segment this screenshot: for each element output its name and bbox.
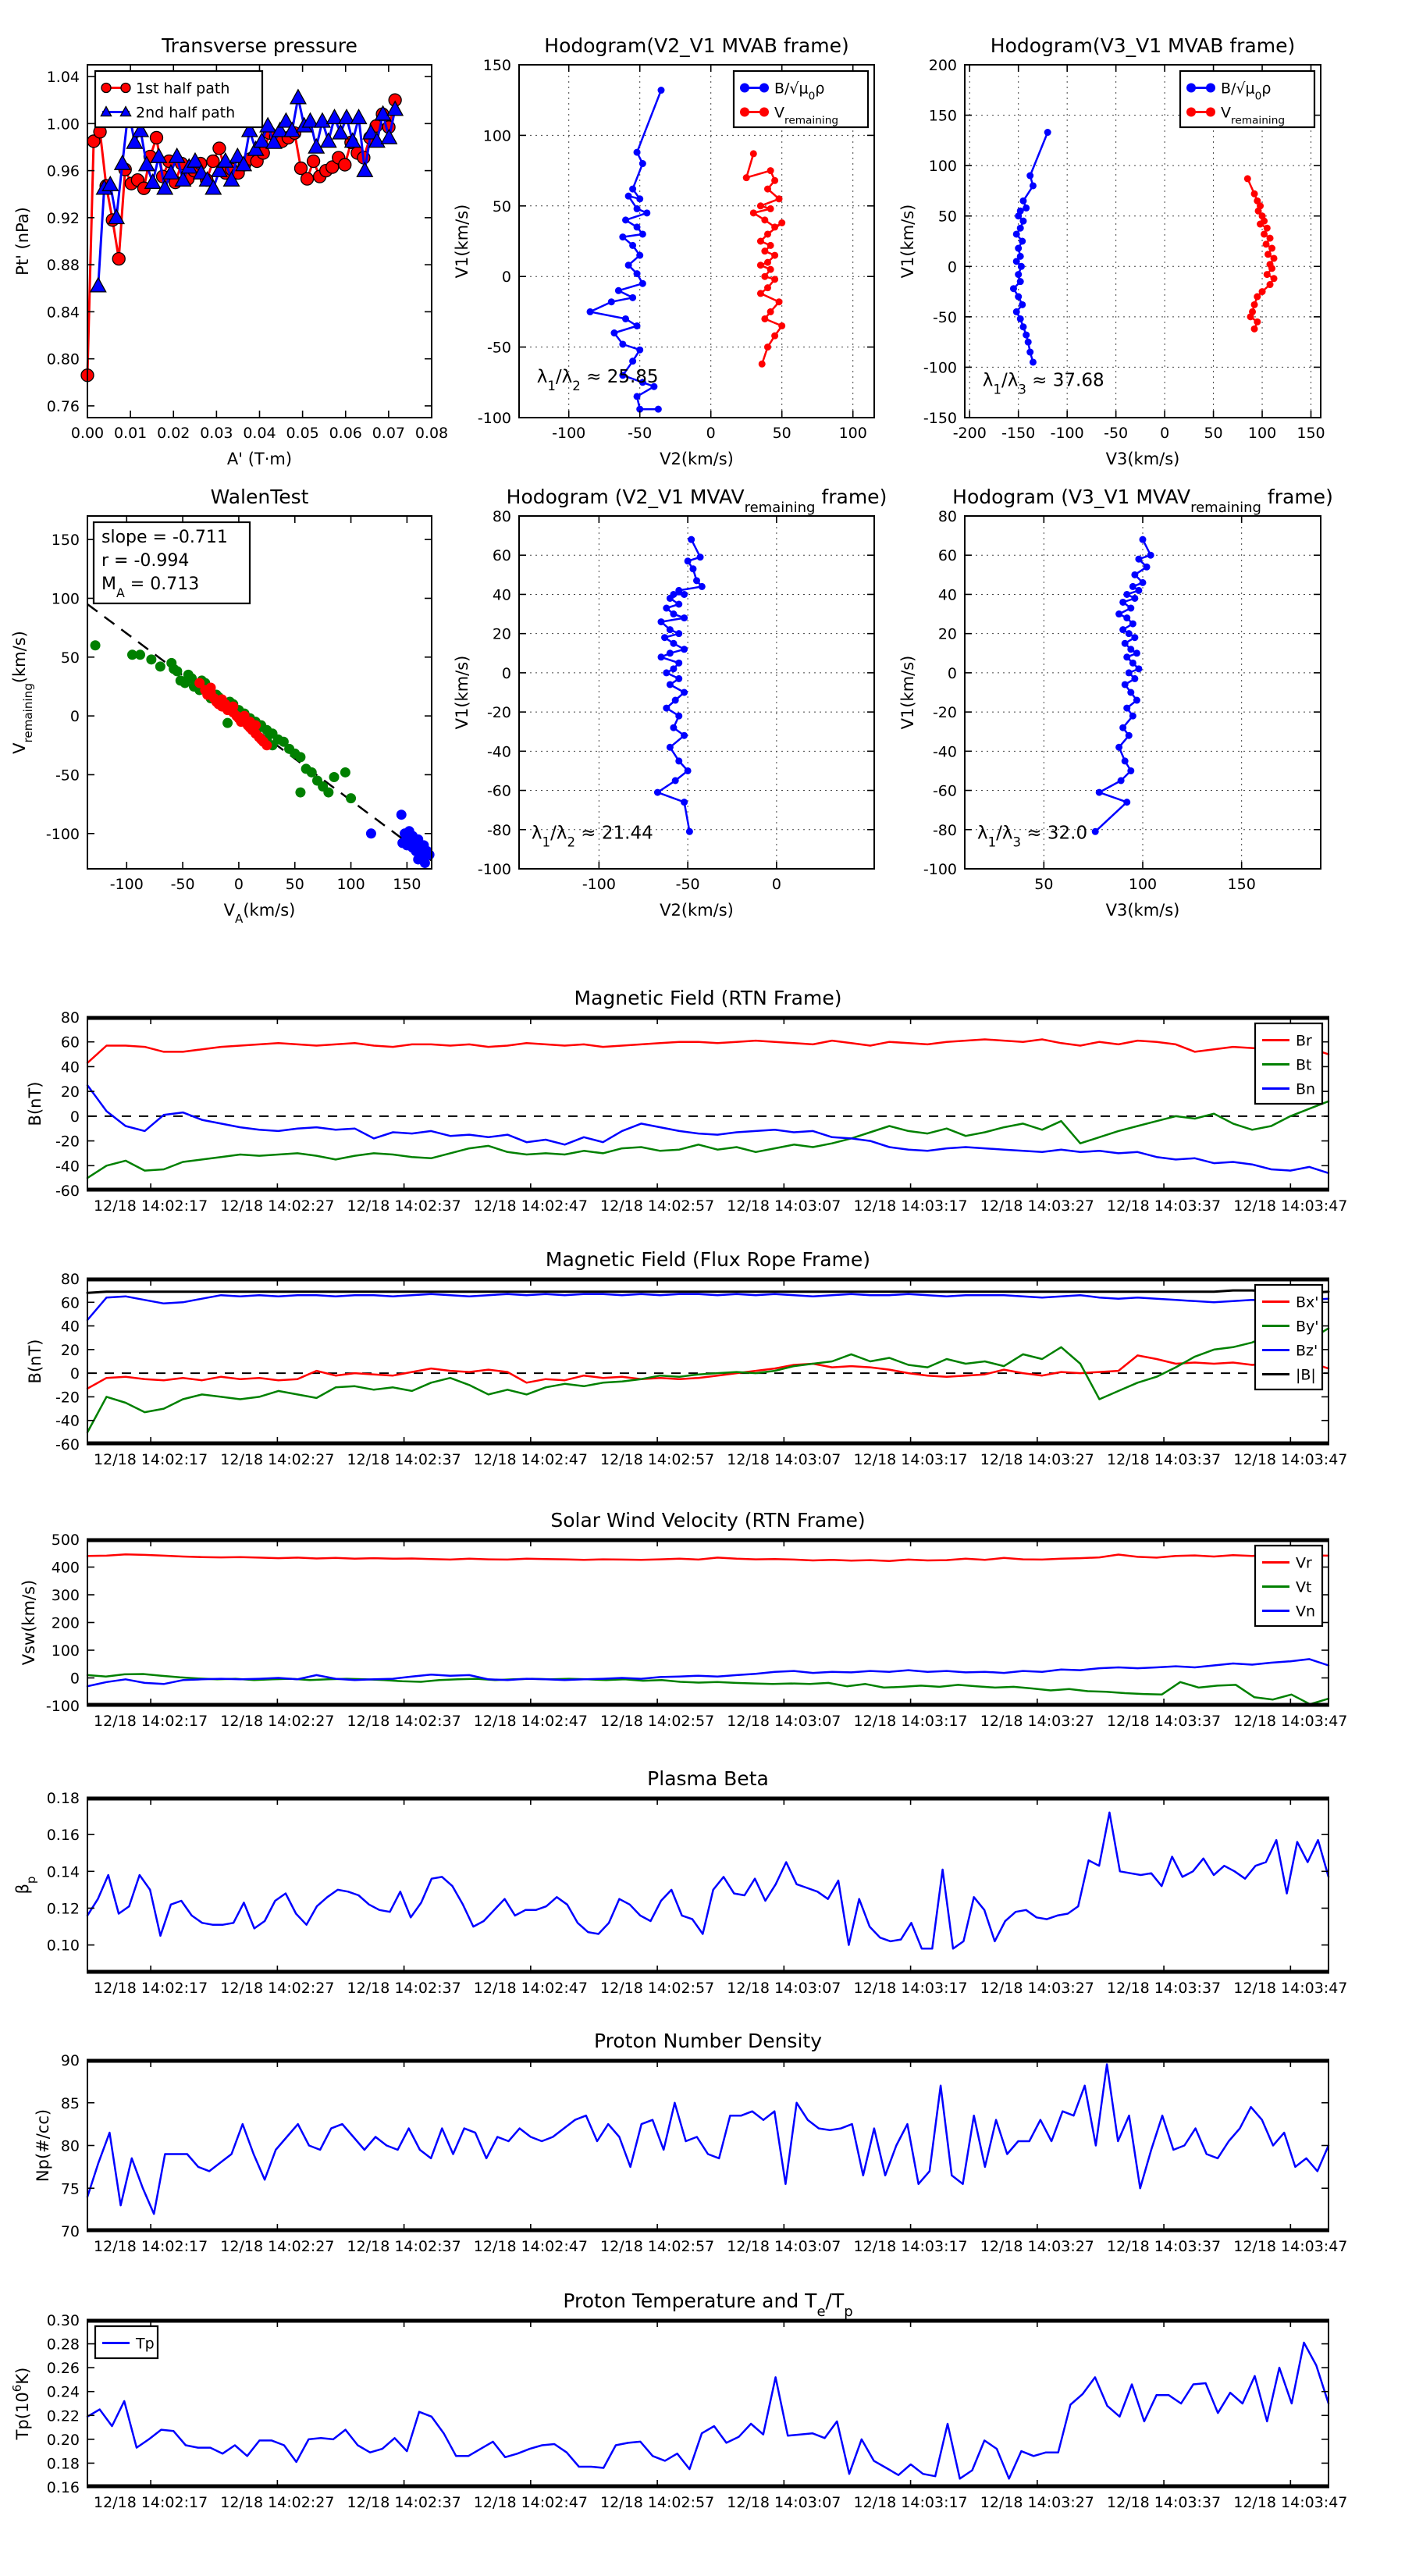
- svg-text:50: 50: [285, 876, 304, 893]
- svg-text:V3(km/s): V3(km/s): [1105, 901, 1180, 920]
- svg-text:B/√μ0ρ: $B/√\mu_0\rho$: [1221, 80, 1272, 103]
- svg-text:100: 100: [1247, 425, 1277, 442]
- svg-text:60: 60: [60, 1294, 80, 1312]
- svg-text:50: 50: [937, 208, 957, 226]
- svg-text:12/18 14:03:47: 12/18 14:03:47: [1233, 1451, 1348, 1468]
- svg-text:85: 85: [60, 2094, 80, 2112]
- svg-text:-100: -100: [923, 861, 957, 878]
- svg-text:12/18 14:03:17: 12/18 14:03:17: [853, 2238, 968, 2255]
- svg-text:0: 0: [69, 708, 80, 726]
- svg-text:0.14: 0.14: [46, 1863, 80, 1881]
- svg-text:0: 0: [233, 876, 244, 893]
- svg-text:V3(km/s): V3(km/s): [1105, 450, 1180, 468]
- svg-text:12/18 14:03:37: 12/18 14:03:37: [1107, 1197, 1222, 1215]
- svg-text:-100: -100: [923, 359, 957, 377]
- svg-text:12/18 14:02:17: 12/18 14:02:17: [94, 1451, 208, 1468]
- panel-proton-number-density: [34, 2030, 1348, 2255]
- svg-text:Hodogram(V2_V1 MVAB frame): Hodogram(V2_V1 MVAB frame): [544, 34, 849, 57]
- svg-text:Magnetic Field (Flux Rope Fram: Magnetic Field (Flux Rope Frame): [545, 1248, 871, 1271]
- svg-text:12/18 14:02:17: 12/18 14:02:17: [94, 1197, 208, 1215]
- svg-text:λ1/λ3 ≈ 37.68: $\lambda_1/\lambda_3 \approx 37.68$: [982, 370, 1104, 397]
- svg-text:50: 50: [772, 425, 791, 442]
- svg-text:-100: -100: [477, 861, 511, 878]
- svg-text:20: 20: [60, 1083, 80, 1101]
- svg-text:50: 50: [1204, 425, 1223, 442]
- svg-text:100: 100: [928, 158, 957, 176]
- svg-text:20: 20: [937, 625, 957, 643]
- svg-text:12/18 14:03:37: 12/18 14:03:37: [1107, 2494, 1222, 2511]
- svg-text:12/18 14:03:37: 12/18 14:03:37: [1107, 1451, 1222, 1468]
- svg-text:0.04: 0.04: [243, 425, 276, 442]
- svg-text:12/18 14:03:17: 12/18 14:03:17: [853, 1713, 968, 1730]
- svg-text:12/18 14:03:27: 12/18 14:03:27: [980, 1980, 1094, 1997]
- panel-transverse-pressure: [13, 34, 449, 468]
- svg-text:Hodogram (V3_V1 MVAVremaining: Hodogram (V3_V1 $MVAV_{remaining}$ frame): [952, 486, 1333, 516]
- svg-text:20: 20: [60, 1341, 80, 1359]
- svg-text:0.88: 0.88: [46, 257, 80, 275]
- svg-text:Vn: Vn: [1296, 1603, 1316, 1621]
- svg-text:12/18 14:02:17: 12/18 14:02:17: [94, 2494, 208, 2511]
- svg-text:Bx': Bx': [1296, 1293, 1319, 1311]
- svg-text:12/18 14:03:07: 12/18 14:03:07: [727, 2238, 841, 2255]
- svg-text:150: 150: [51, 532, 80, 550]
- svg-text:100: 100: [1128, 876, 1158, 893]
- svg-text:80: 80: [60, 1271, 80, 1288]
- svg-text:-20: -20: [55, 1133, 80, 1151]
- svg-text:12/18 14:02:47: 12/18 14:02:47: [473, 1451, 588, 1468]
- svg-text:80: 80: [937, 508, 957, 525]
- svg-text:50: 50: [60, 649, 80, 667]
- svg-text:-50: -50: [55, 767, 80, 785]
- panel-proton-temperature: [10, 2290, 1348, 2511]
- svg-text:VA(km/s): $V_A(km/s)$: [223, 901, 296, 926]
- svg-text:0.76: 0.76: [46, 397, 80, 415]
- svg-text:20: 20: [492, 625, 511, 643]
- svg-text:λ1/λ3 ≈ 32.0: $\lambda_1/\lambda_3 \approx 32.0$: [976, 823, 1088, 850]
- svg-text:0: 0: [771, 876, 781, 893]
- svg-text:0.10: 0.10: [46, 1937, 80, 1955]
- svg-text:-150: -150: [1001, 425, 1036, 442]
- svg-text:r = -0.994: r = -0.994: [101, 551, 190, 571]
- svg-text:80: 80: [492, 508, 511, 525]
- svg-text:12/18 14:03:27: 12/18 14:03:27: [980, 2494, 1094, 2511]
- svg-text:|B|: |B|: [1296, 1366, 1316, 1384]
- svg-text:12/18 14:03:37: 12/18 14:03:37: [1107, 2238, 1222, 2255]
- svg-text:12/18 14:03:17: 12/18 14:03:17: [853, 2494, 968, 2511]
- svg-text:12/18 14:03:27: 12/18 14:03:27: [980, 1197, 1094, 1215]
- svg-text:12/18 14:02:47: 12/18 14:02:47: [473, 1197, 588, 1215]
- svg-text:12/18 14:03:07: 12/18 14:03:07: [727, 1713, 841, 1730]
- svg-text:Proton Temperature and Te/Tp: Proton Temperature and $T_e/T_p$: [563, 2290, 853, 2320]
- svg-text:12/18 14:03:47: 12/18 14:03:47: [1233, 2494, 1348, 2511]
- svg-text:0: 0: [501, 664, 511, 682]
- svg-text:A' (T·m): A' (T·m): [226, 450, 293, 468]
- svg-text:12/18 14:03:47: 12/18 14:03:47: [1233, 1980, 1348, 1997]
- svg-text:0.07: 0.07: [372, 425, 406, 442]
- svg-text:12/18 14:02:17: 12/18 14:02:17: [94, 2238, 208, 2255]
- svg-text:λ1/λ2 ≈ 21.44: $\lambda_1/\lambda_2 \approx 21.44$: [531, 823, 653, 850]
- svg-text:0.28: 0.28: [46, 2336, 80, 2354]
- svg-text:60: 60: [492, 547, 511, 565]
- svg-text:0.16: 0.16: [46, 1827, 80, 1845]
- svg-text:75: 75: [60, 2180, 80, 2198]
- svg-text:λ1/λ2 ≈ 25.85: $\lambda_1/\lambda_2 \approx 25.85$: [536, 366, 659, 393]
- svg-text:-50: -50: [170, 876, 195, 893]
- svg-text:12/18 14:02:37: 12/18 14:02:37: [347, 1451, 461, 1468]
- svg-text:0.18: 0.18: [46, 2455, 80, 2473]
- svg-text:-80: -80: [486, 821, 511, 839]
- svg-text:100: 100: [51, 590, 80, 608]
- svg-text:12/18 14:03:27: 12/18 14:03:27: [980, 1451, 1094, 1468]
- svg-text:50: 50: [1034, 876, 1054, 893]
- svg-text:Transverse pressure: Transverse pressure: [162, 34, 357, 57]
- svg-text:0.08: 0.08: [414, 425, 449, 442]
- svg-text:0.00: 0.00: [70, 425, 105, 442]
- svg-text:0.80: 0.80: [46, 350, 80, 368]
- svg-text:40: 40: [60, 1059, 80, 1076]
- svg-text:12/18 14:02:17: 12/18 14:02:17: [94, 1713, 208, 1730]
- svg-text:2nd half path: 2nd half path: [136, 104, 236, 122]
- svg-text:-100: -100: [45, 825, 80, 843]
- svg-text:MA = 0.713: $M_A = 0.713$: [101, 575, 200, 600]
- svg-text:-60: -60: [486, 782, 511, 800]
- svg-text:0.18: 0.18: [46, 1790, 80, 1807]
- svg-text:500: 500: [51, 1532, 80, 1549]
- svg-text:-40: -40: [486, 743, 511, 761]
- svg-text:Bn: Bn: [1296, 1080, 1316, 1098]
- svg-text:12/18 14:03:07: 12/18 14:03:07: [727, 1197, 841, 1215]
- svg-text:0: 0: [947, 258, 957, 276]
- svg-text:150: 150: [393, 876, 422, 893]
- svg-text:12/18 14:02:57: 12/18 14:02:57: [600, 2238, 715, 2255]
- svg-text:Proton Number Density: Proton Number Density: [594, 2030, 822, 2052]
- svg-text:0.05: 0.05: [286, 425, 319, 442]
- svg-text:-100: -100: [552, 425, 586, 442]
- svg-text:-100: -100: [582, 876, 616, 893]
- svg-text:V2(km/s): V2(km/s): [660, 901, 734, 920]
- svg-text:100: 100: [838, 425, 867, 442]
- svg-text:40: 40: [60, 1318, 80, 1336]
- svg-text:12/18 14:02:37: 12/18 14:02:37: [347, 1980, 461, 1997]
- svg-text:-150: -150: [923, 410, 957, 427]
- svg-text:-100: -100: [1050, 425, 1084, 442]
- svg-text:0.06: 0.06: [329, 425, 362, 442]
- svg-text:100: 100: [336, 876, 365, 893]
- svg-text:V1(km/s): V1(km/s): [898, 204, 917, 279]
- svg-text:12/18 14:03:17: 12/18 14:03:17: [853, 1980, 968, 1997]
- svg-text:0: 0: [947, 664, 957, 682]
- svg-text:Plasma Beta: Plasma Beta: [647, 1767, 769, 1790]
- svg-text:0: 0: [1160, 425, 1170, 442]
- svg-text:0.02: 0.02: [157, 425, 190, 442]
- svg-text:12/18 14:03:37: 12/18 14:03:37: [1107, 1713, 1222, 1730]
- svg-text:Pt' (nPa): Pt' (nPa): [13, 207, 32, 276]
- svg-text:12/18 14:02:47: 12/18 14:02:47: [473, 2238, 588, 2255]
- svg-text:0.30: 0.30: [46, 2312, 80, 2329]
- svg-text:V1(km/s): V1(km/s): [898, 655, 917, 730]
- svg-text:150: 150: [1297, 425, 1325, 442]
- svg-text:-40: -40: [55, 1158, 80, 1176]
- panel-hodogram-v2v1-mvab: [453, 34, 874, 468]
- svg-text:40: 40: [492, 586, 511, 604]
- panel-plasma-beta: [13, 1767, 1348, 1997]
- svg-text:12/18 14:02:57: 12/18 14:02:57: [600, 1451, 715, 1468]
- svg-text:V1(km/s): V1(km/s): [453, 204, 471, 279]
- panel-hodogram-v3v1-mvav: [898, 486, 1333, 920]
- svg-text:Vremaining(km/s): $V_{remaining}(km/s)$: [10, 631, 35, 754]
- svg-text:12/18 14:02:27: 12/18 14:02:27: [220, 1197, 335, 1215]
- svg-text:12/18 14:02:47: 12/18 14:02:47: [473, 1980, 588, 1997]
- svg-text:150: 150: [1227, 876, 1256, 893]
- svg-text:12/18 14:03:27: 12/18 14:03:27: [980, 2238, 1094, 2255]
- svg-text:Tp(106K): $Tp(10^6K)$: [10, 2367, 32, 2440]
- svg-text:Hodogram(V3_V1 MVAB frame): Hodogram(V3_V1 MVAB frame): [990, 34, 1296, 57]
- svg-text:-50: -50: [675, 876, 700, 893]
- svg-text:Br: Br: [1296, 1032, 1312, 1050]
- panel-solar-wind-velocity: [20, 1509, 1348, 1730]
- svg-text:0.16: 0.16: [46, 2479, 80, 2496]
- svg-text:12/18 14:02:37: 12/18 14:02:37: [347, 1197, 461, 1215]
- svg-text:12/18 14:03:47: 12/18 14:03:47: [1233, 1713, 1348, 1730]
- svg-text:12/18 14:02:57: 12/18 14:02:57: [600, 1713, 715, 1730]
- svg-text:Vt: Vt: [1296, 1578, 1312, 1596]
- svg-text:0: 0: [69, 1365, 80, 1383]
- svg-text:V2(km/s): V2(km/s): [660, 450, 734, 468]
- svg-text:0.12: 0.12: [46, 1900, 80, 1918]
- svg-text:80: 80: [60, 2137, 80, 2155]
- panel-magnetic-field-rtn: [26, 987, 1348, 1215]
- svg-text:200: 200: [928, 57, 957, 74]
- svg-text:WalenTest: WalenTest: [210, 486, 309, 508]
- svg-text:12/18 14:02:57: 12/18 14:02:57: [600, 2494, 715, 2511]
- svg-text:1st half path: 1st half path: [136, 80, 230, 98]
- svg-text:12/18 14:03:07: 12/18 14:03:07: [727, 1451, 841, 1468]
- panel-hodogram-v2v1-mvav: [453, 486, 887, 920]
- svg-text:0.22: 0.22: [46, 2407, 80, 2425]
- svg-text:-50: -50: [628, 425, 653, 442]
- svg-text:By': By': [1296, 1318, 1319, 1336]
- svg-text:0: 0: [69, 1108, 80, 1126]
- svg-text:-100: -100: [45, 1698, 80, 1715]
- svg-text:Np(#/cc): Np(#/cc): [34, 2108, 52, 2183]
- svg-text:150: 150: [482, 57, 511, 74]
- svg-text:Vsw(km/s): Vsw(km/s): [20, 1579, 38, 1666]
- svg-text:12/18 14:02:47: 12/18 14:02:47: [473, 1713, 588, 1730]
- svg-text:0.92: 0.92: [46, 209, 80, 227]
- svg-text:12/18 14:02:37: 12/18 14:02:37: [347, 2494, 461, 2511]
- svg-text:12/18 14:02:27: 12/18 14:02:27: [220, 1713, 335, 1730]
- svg-text:-40: -40: [55, 1412, 80, 1430]
- svg-text:90: 90: [60, 2052, 80, 2069]
- svg-text:0.03: 0.03: [200, 425, 233, 442]
- panel-magnetic-field-flux-rope: [26, 1248, 1348, 1468]
- svg-text:-20: -20: [932, 704, 957, 722]
- svg-text:200: 200: [51, 1614, 80, 1632]
- svg-text:12/18 14:02:27: 12/18 14:02:27: [220, 2238, 335, 2255]
- svg-text:12/18 14:03:17: 12/18 14:03:17: [853, 1197, 968, 1215]
- svg-text:12/18 14:02:37: 12/18 14:02:37: [347, 1713, 461, 1730]
- svg-text:12/18 14:02:57: 12/18 14:02:57: [600, 1980, 715, 1997]
- svg-text:Vr: Vr: [1296, 1554, 1312, 1572]
- svg-text:-60: -60: [932, 782, 957, 800]
- svg-text:-100: -100: [477, 410, 511, 427]
- svg-text:Magnetic Field (RTN Frame): Magnetic Field (RTN Frame): [574, 987, 842, 1009]
- svg-text:Vremaining: $V_{remaining}$: [1221, 104, 1286, 127]
- svg-text:12/18 14:02:17: 12/18 14:02:17: [94, 1980, 208, 1997]
- svg-text:-50: -50: [932, 308, 957, 326]
- svg-text:-100: -100: [109, 876, 144, 893]
- svg-text:Hodogram (V2_V1 MVAVremaining: Hodogram (V2_V1 $MVAV_{remaining}$ frame): [506, 486, 887, 516]
- svg-text:12/18 14:02:37: 12/18 14:02:37: [347, 2238, 461, 2255]
- svg-text:12/18 14:03:07: 12/18 14:03:07: [727, 1980, 841, 1997]
- svg-text:-20: -20: [55, 1389, 80, 1407]
- svg-text:-50: -50: [486, 339, 511, 357]
- svg-text:12/18 14:02:27: 12/18 14:02:27: [220, 1980, 335, 1997]
- svg-text:-40: -40: [932, 743, 957, 761]
- svg-text:80: 80: [60, 1009, 80, 1026]
- svg-text:12/18 14:03:47: 12/18 14:03:47: [1233, 1197, 1348, 1215]
- svg-text:50: 50: [492, 197, 511, 215]
- svg-text:1.00: 1.00: [46, 116, 80, 133]
- svg-text:300: 300: [51, 1587, 80, 1604]
- svg-text:-60: -60: [55, 1436, 80, 1453]
- svg-text:0.01: 0.01: [113, 425, 148, 442]
- svg-text:70: 70: [60, 2223, 80, 2240]
- svg-text:B(nT): B(nT): [26, 1081, 44, 1126]
- svg-text:12/18 14:03:37: 12/18 14:03:37: [1107, 1980, 1222, 1997]
- svg-text:-60: -60: [55, 1183, 80, 1200]
- svg-text:12/18 14:03:47: 12/18 14:03:47: [1233, 2238, 1348, 2255]
- svg-text:12/18 14:03:17: 12/18 14:03:17: [853, 1451, 968, 1468]
- svg-text:150: 150: [928, 107, 957, 125]
- svg-text:Solar Wind Velocity (RTN Frame: Solar Wind Velocity (RTN Frame): [550, 1509, 866, 1532]
- svg-text:12/18 14:03:07: 12/18 14:03:07: [727, 2494, 841, 2511]
- svg-text:60: 60: [937, 547, 957, 565]
- svg-text:slope = -0.711: slope = -0.711: [101, 528, 228, 547]
- svg-text:Tp: Tp: [136, 2335, 155, 2353]
- svg-text:100: 100: [482, 127, 511, 145]
- svg-text:0.20: 0.20: [46, 2431, 80, 2449]
- svg-text:-50: -50: [1104, 425, 1129, 442]
- svg-text:0.26: 0.26: [46, 2360, 80, 2378]
- svg-text:-20: -20: [486, 704, 511, 722]
- svg-text:-200: -200: [952, 425, 987, 442]
- panel-walen-test: [10, 486, 432, 926]
- svg-text:Bz': Bz': [1296, 1342, 1318, 1360]
- svg-text:60: 60: [60, 1034, 80, 1051]
- svg-text:100: 100: [51, 1642, 80, 1660]
- svg-text:Vremaining: $V_{remaining}$: [774, 104, 839, 127]
- svg-text:-80: -80: [932, 821, 957, 839]
- svg-text:12/18 14:03:27: 12/18 14:03:27: [980, 1713, 1094, 1730]
- svg-text:1.04: 1.04: [46, 69, 80, 87]
- svg-text:0.96: 0.96: [46, 162, 80, 180]
- svg-text:400: 400: [51, 1559, 80, 1577]
- svg-text:40: 40: [937, 586, 957, 604]
- svg-text:12/18 14:02:27: 12/18 14:02:27: [220, 2494, 335, 2511]
- svg-text:Bt: Bt: [1296, 1056, 1312, 1074]
- svg-text:V1(km/s): V1(km/s): [453, 655, 471, 730]
- svg-text:12/18 14:02:47: 12/18 14:02:47: [473, 2494, 588, 2511]
- svg-text:12/18 14:02:57: 12/18 14:02:57: [600, 1197, 715, 1215]
- svg-text:0: 0: [706, 425, 716, 442]
- svg-text:B/√μ0ρ: $B/√\mu_0\rho$: [774, 80, 825, 103]
- svg-text:0.24: 0.24: [46, 2383, 80, 2401]
- panel-hodogram-v3v1-mvab: [898, 34, 1325, 468]
- svg-text:0.84: 0.84: [46, 304, 80, 322]
- svg-text:12/18 14:02:27: 12/18 14:02:27: [220, 1451, 335, 1468]
- svg-text:0: 0: [501, 269, 511, 286]
- svg-text:βp: $\beta_p$: [13, 1876, 38, 1895]
- svg-text:B(nT): B(nT): [26, 1339, 44, 1384]
- svg-text:0: 0: [69, 1670, 80, 1688]
